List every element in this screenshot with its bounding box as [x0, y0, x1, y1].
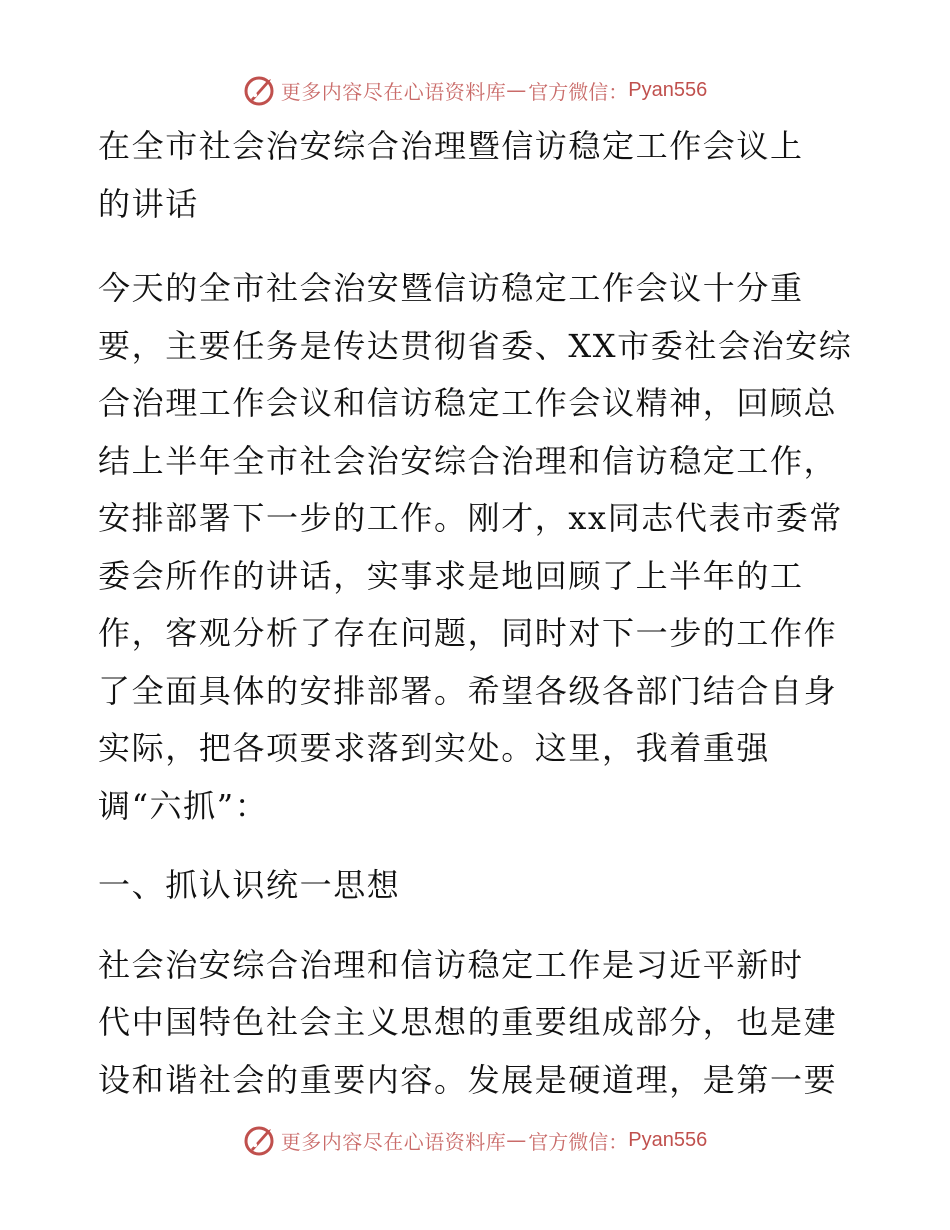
text-line: 合治理工作会议和信访稳定工作会议精神，回顾总	[98, 384, 838, 422]
title-line: 的讲话	[98, 184, 199, 223]
text-line: 调“六抓”：	[98, 786, 269, 825]
text-line: 代中国特色社会主义思想的重要组成部分，也是建	[98, 1003, 838, 1041]
text-line: 实际，把各项要求落到实处。这里，我着重强	[98, 729, 771, 767]
quill-logo-icon	[243, 73, 277, 107]
text-line: 要，主要任务是传达贯彻省委、XX市委社会治安综	[98, 326, 853, 365]
text-line: 设和谐社会的重要内容。发展是硬道理，是第一要	[98, 1060, 838, 1099]
watermark-id: Pyan556	[628, 1128, 708, 1151]
text-line: 作，客观分析了存在问题，同时对下一步的工作作	[98, 614, 838, 652]
section-heading-1	[98, 857, 858, 915]
text-line: 今天的全市社会治安暨信访稳定工作会议十分重	[98, 269, 804, 307]
header-watermark	[0, 70, 950, 110]
paragraph-intro	[98, 260, 858, 835]
watermark-label: 官方微信：	[528, 79, 629, 104]
document-title	[98, 118, 858, 233]
document-body	[98, 118, 858, 1109]
watermark-text: 更多内容尽在心语资料库	[280, 79, 507, 104]
footer-watermark	[0, 1120, 950, 1160]
watermark-dash: —	[506, 1128, 527, 1152]
watermark-id: Pyan556	[628, 78, 708, 101]
watermark-label: 官方微信：	[528, 1129, 629, 1154]
heading-line: 一、抓认识统一思想	[98, 866, 401, 904]
quill-logo-icon	[243, 1123, 277, 1157]
text-line: 结上半年全市社会治安综合治理和信访稳定工作，	[98, 441, 838, 480]
watermark-dash: —	[506, 78, 527, 102]
text-line: 安排部署下一步的工作。刚才，xx同志代表市委常	[98, 499, 843, 537]
paragraph-section-1	[98, 937, 858, 1110]
watermark-text: 更多内容尽在心语资料库	[280, 1129, 507, 1154]
text-line: 委会所作的讲话，实事求是地回顾了上半年的工	[98, 556, 804, 595]
text-line: 了全面具体的安排部署。希望各级各部门结合自身	[98, 671, 838, 710]
text-line: 社会治安综合治理和信访稳定工作是习近平新时	[98, 945, 804, 984]
title-line: 在全市社会治安综合治理暨信访稳定工作会议上	[98, 127, 804, 165]
